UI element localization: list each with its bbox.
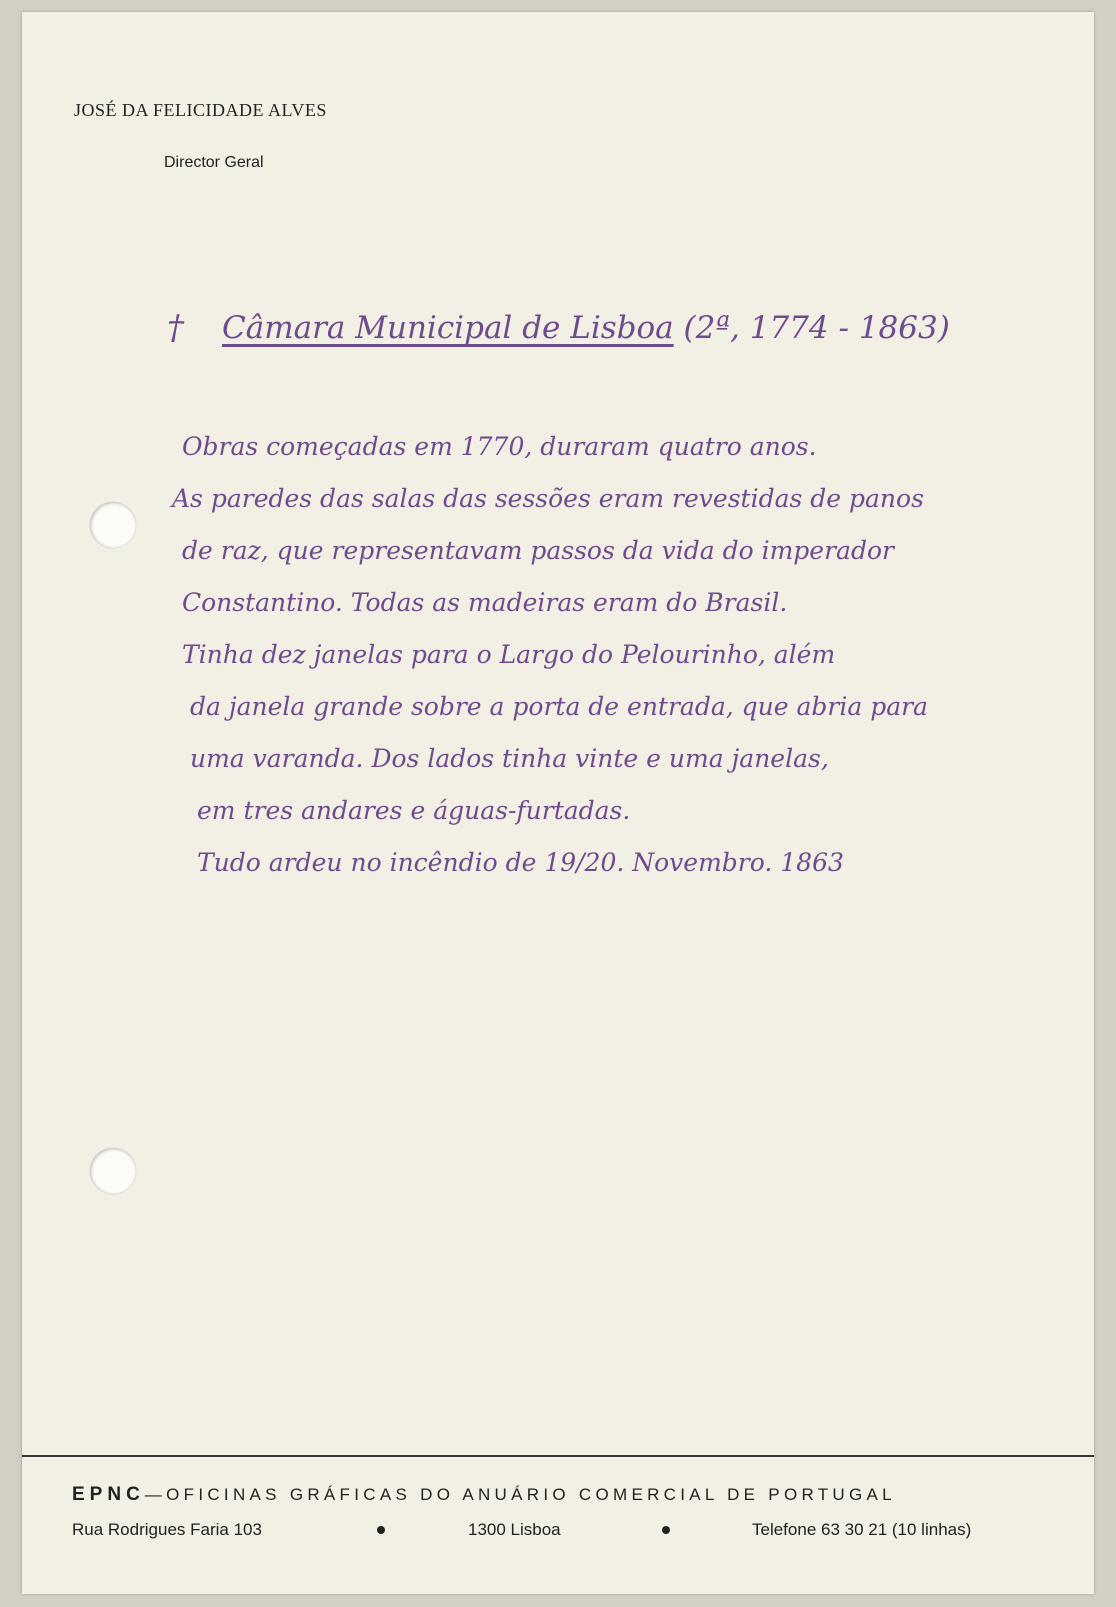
cross-mark: † xyxy=(167,308,184,348)
punch-hole-top xyxy=(90,502,136,548)
footer-city: 1300 Lisboa xyxy=(468,1520,561,1539)
footer-separator-dot xyxy=(377,1526,385,1534)
note-line: em tres andares e águas-furtadas. xyxy=(197,796,631,825)
footer-separator-dot xyxy=(662,1526,670,1534)
note-line: Obras começadas em 1770, duraram quatro anos. xyxy=(182,432,817,461)
letter-sheet xyxy=(22,12,1094,1594)
note-line: Tinha dez janelas para o Largo do Pelourinho, além xyxy=(182,640,836,669)
note-heading-title: Câmara Municipal de Lisboa xyxy=(222,310,674,346)
punch-hole-bottom xyxy=(90,1148,136,1194)
footer-brand: EPNC xyxy=(72,1484,145,1505)
note-line: de raz, que representavam passos da vida do imperador xyxy=(182,536,894,565)
letterhead-title: Director Geral xyxy=(164,154,264,171)
note-heading-dates: (2ª, 1774 - 1863) xyxy=(683,310,950,346)
note-line: da janela grande sobre a porta de entrada, que abria para xyxy=(190,692,928,721)
note-line: Constantino. Todas as madeiras eram do Brasil. xyxy=(182,588,788,617)
note-line: Tudo ardeu no incêndio de 19/20. Novembro. 1863 xyxy=(197,848,844,877)
note-heading xyxy=(222,310,950,346)
footer-company: OFICINAS GRÁFICAS DO ANUÁRIO COMERCIAL DE PORTUGAL xyxy=(166,1485,896,1504)
footer-address: Rua Rodrigues Faria 103 xyxy=(72,1520,262,1539)
note-line: As paredes das salas das sessões eram revestidas de panos xyxy=(172,484,924,513)
footer-divider xyxy=(22,1455,1094,1457)
letterhead-name: JOSÉ DA FELICIDADE ALVES xyxy=(74,100,327,120)
footer-company-line xyxy=(72,1484,896,1506)
note-line: uma varanda. Dos lados tinha vinte e uma janelas, xyxy=(190,744,829,773)
footer-phone: Telefone 63 30 21 (10 linhas) xyxy=(752,1520,972,1539)
footer-dash: — xyxy=(144,1485,167,1504)
